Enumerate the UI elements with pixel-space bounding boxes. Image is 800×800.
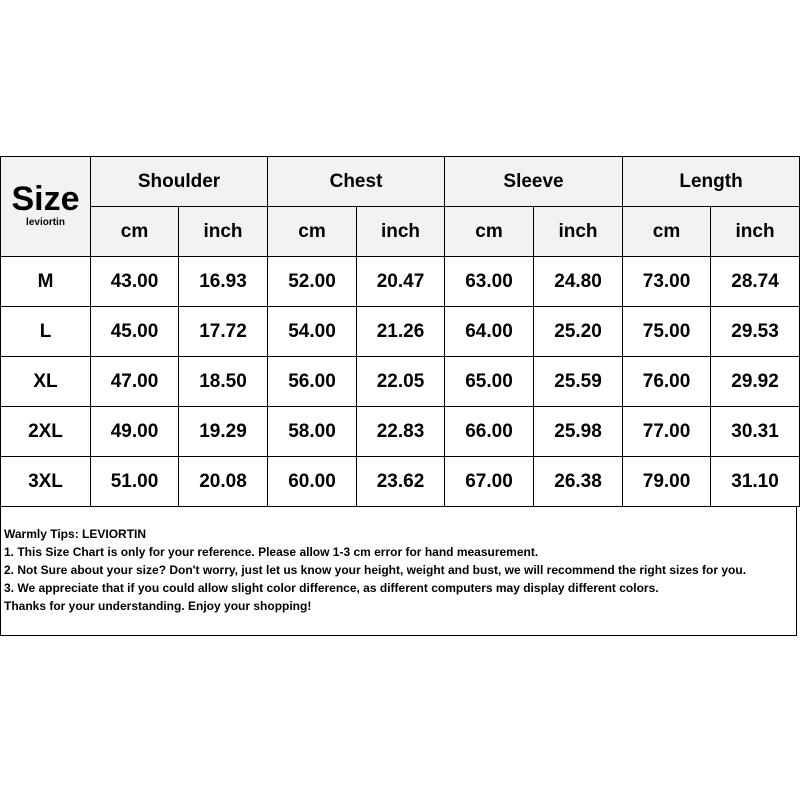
table-cell: 75.00 (623, 307, 711, 357)
tips-box (0, 507, 797, 636)
tip-line: 1. This Size Chart is only for your reference. Please allow 1-3 cm error for hand measurement. (4, 545, 539, 559)
table-cell: 79.00 (623, 457, 711, 507)
tips-closing: Thanks for your understanding. Enjoy your shopping! (4, 599, 312, 613)
group-header-shoulder: Shoulder (91, 157, 268, 207)
unit-header: inch (534, 207, 623, 257)
group-header-sleeve: Sleeve (445, 157, 623, 207)
size-label: M (1, 257, 91, 307)
tip-line: 3. We appreciate that if you could allow slight color difference, as different computers may display different colors. (4, 581, 659, 595)
table-cell: 56.00 (268, 357, 357, 407)
size-label: 2XL (1, 407, 91, 457)
table-cell: 64.00 (445, 307, 534, 357)
table-cell: 16.93 (179, 257, 268, 307)
table-row (1, 357, 800, 407)
table-cell: 58.00 (268, 407, 357, 457)
table-cell: 60.00 (268, 457, 357, 507)
group-header-length: Length (623, 157, 800, 207)
table-cell: 28.74 (711, 257, 800, 307)
table-cell: 23.62 (357, 457, 445, 507)
size-table (0, 156, 800, 507)
table-cell: 21.26 (357, 307, 445, 357)
table-cell: 19.29 (179, 407, 268, 457)
table-cell: 20.08 (179, 457, 268, 507)
table-row (1, 407, 800, 457)
table-cell: 65.00 (445, 357, 534, 407)
table-cell: 24.80 (534, 257, 623, 307)
size-title: Size (11, 179, 80, 218)
table-cell: 30.31 (711, 407, 800, 457)
size-header-cell (1, 157, 91, 257)
table-cell: 77.00 (623, 407, 711, 457)
group-header-chest: Chest (268, 157, 445, 207)
tips-heading: Warmly Tips: LEVIORTIN (4, 527, 147, 541)
table-cell: 20.47 (357, 257, 445, 307)
tip-line: 2. Not Sure about your size? Don't worry, just let us know your height, weight and bust, we will recommend the right sizes for you. (4, 563, 747, 577)
table-cell: 73.00 (623, 257, 711, 307)
table-cell: 76.00 (623, 357, 711, 407)
table-row (1, 457, 800, 507)
table-cell: 67.00 (445, 457, 534, 507)
table-cell: 31.10 (711, 457, 800, 507)
unit-header: inch (179, 207, 268, 257)
size-chart (0, 156, 799, 636)
size-label: XL (1, 357, 91, 407)
size-label: L (1, 307, 91, 357)
table-cell: 54.00 (268, 307, 357, 357)
table-cell: 25.98 (534, 407, 623, 457)
table-cell: 22.83 (357, 407, 445, 457)
unit-header: inch (711, 207, 800, 257)
table-cell: 26.38 (534, 457, 623, 507)
group-header-row (1, 157, 800, 207)
table-cell: 51.00 (91, 457, 179, 507)
table-cell: 29.92 (711, 357, 800, 407)
unit-header: cm (445, 207, 534, 257)
table-cell: 22.05 (357, 357, 445, 407)
table-cell: 49.00 (91, 407, 179, 457)
unit-header-row (1, 207, 800, 257)
table-cell: 43.00 (91, 257, 179, 307)
brand-label: leviortin (26, 216, 65, 228)
table-cell: 52.00 (268, 257, 357, 307)
unit-header: cm (268, 207, 357, 257)
table-cell: 29.53 (711, 307, 800, 357)
table-cell: 47.00 (91, 357, 179, 407)
unit-header: cm (623, 207, 711, 257)
table-cell: 66.00 (445, 407, 534, 457)
table-cell: 25.20 (534, 307, 623, 357)
table-cell: 17.72 (179, 307, 268, 357)
unit-header: cm (91, 207, 179, 257)
table-cell: 45.00 (91, 307, 179, 357)
table-row (1, 307, 800, 357)
table-cell: 63.00 (445, 257, 534, 307)
size-label: 3XL (1, 457, 91, 507)
table-cell: 25.59 (534, 357, 623, 407)
table-cell: 18.50 (179, 357, 268, 407)
unit-header: inch (357, 207, 445, 257)
table-row (1, 257, 800, 307)
